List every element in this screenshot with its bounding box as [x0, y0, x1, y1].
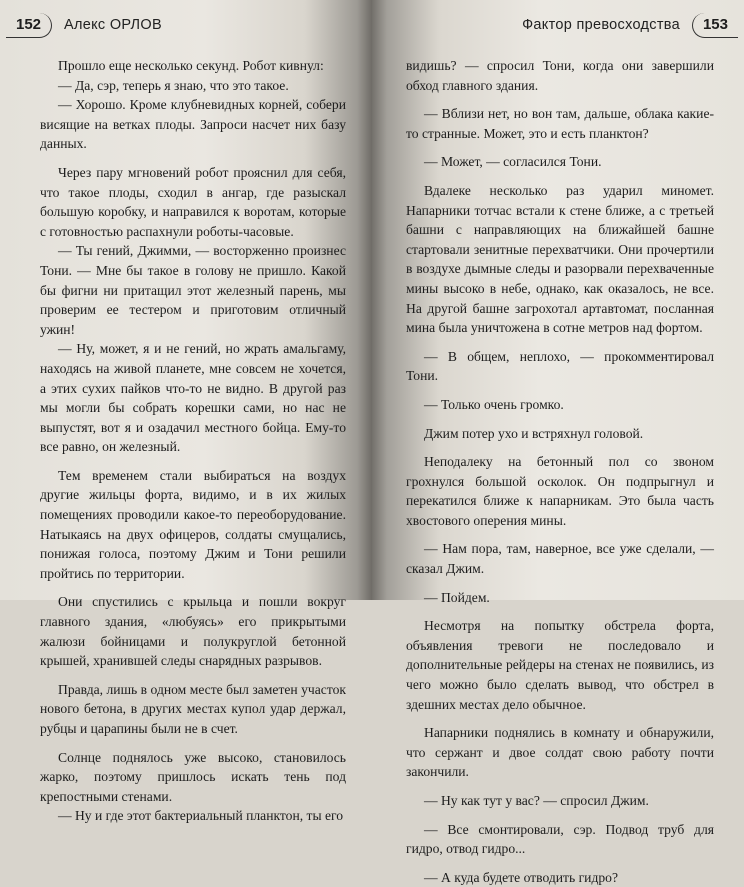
paragraph: Прошло еще несколько секунд. Робот кивнул: — [58, 58, 324, 73]
author-header: Алекс ОРЛОВ — [64, 17, 162, 33]
paragraph: Солнце поднялось уже высоко, становилось жарко, поэтому пришлось искать тень под крепостными стенами. — [40, 749, 346, 804]
paragraph: — В общем, неплохо, — прокомментировал Тони. — [406, 348, 714, 384]
left-page — [0, 0, 372, 824]
paragraph: Неподалеку на бетонный пол со звоном грохнулся большой осколок. Он подпрыгнул и перекатился ближе к напарникам. Это была часть хвостового оперения мины. — [406, 454, 714, 528]
paragraph: Тем временем стали выбираться на воздух другие жильцы форта, видимо, и в их жилых помещениях проводили какое-то переоборудование. Натыкаясь на двух офицеров, солдаты смущались, понижая голоса, поэтому Джим и Тони решили пройтись по территории. — [40, 467, 346, 581]
book-title-header: Фактор превосходства — [522, 17, 680, 33]
paragraph: — Ну и где этот бактериальный планктон, ты его — [58, 808, 344, 824]
page-number: 153 — [692, 13, 738, 38]
paragraph: — Нам пора, там, наверное, все уже сделали, — сказал Джим. — [406, 541, 714, 577]
paragraph: — Ты гений, Джимми, — восторженно произнес Тони. — Мне бы такое в голову не пришло. Какой бы фигни ни притащил этот железный парень, мы проверим ее тестером и приготовим отличный ужин! — [40, 243, 346, 337]
paragraph: — Ну, может, я и не гений, но жрать амальгаму, находясь на живой планете, мне совсем не хочется, а этих сухих пайков что-то не видно. В другой раз мы могли бы собрать корешки сами, но нас не выпустят, вот я и озадачил местного бойца. Ему-то все равно, он железный. — [40, 341, 346, 455]
left-page-header — [6, 10, 352, 40]
right-page-text — [406, 56, 714, 887]
right-page — [372, 0, 744, 885]
paragraph: Они спустились с крыльца и пошли вокруг главного здания, «любуясь» его прикрытыми жалюзи бойницами и полукруглой бетонной крышей, хранившей следы снарядных разрывов. — [40, 594, 346, 669]
paragraph: — Да, сэр, теперь я знаю, что это такое. — [58, 77, 289, 93]
right-page-header — [406, 10, 738, 40]
paragraph: Джим потер ухо и встряхнул головой. — [424, 425, 644, 441]
paragraph: Вдалеке несколько раз ударил миномет. Напарники тотчас встали к стене ближе, а с третьей башни с направляющих на ближайшей башне стартовали зенитные перехватчики. Они прочертили в воздухе дымные следы и разорвали перехваченные мины высоко в небе, однако, как оказалось, не все. На другой башне загрохотал артавтомат, посланная мина была уничтожена в сотне метров над фортом. — [406, 182, 714, 336]
paragraph: Через пару мгновений робот прояснил для себя, что такое плоды, сходил в ангар, где разыскал большую коробку, и направился к воротам, которые с готовностью распахнули роботы-часовые. — [40, 164, 346, 239]
paragraph: — Только очень громко. — [424, 396, 564, 412]
paragraph: — Вблизи нет, но вон там, дальше, облака какие-то странные. Может, это и есть планктон? — [406, 106, 714, 141]
paragraph: — Пойдем. — [424, 589, 490, 605]
paragraph: — Хорошо. Кроме клубневидных корней, собери висящие на ветках плоды. Запроси насчет них базу данных. — [40, 97, 346, 152]
paragraph: — Может, — согласился Тони. — [424, 154, 602, 170]
paragraph: Несмотря на попытку обстрела форта, объявления тревоги не последовало и дополнительные рейдеры на стенах не появились, из чего можно было сделать вывод, что обстрел в здешних местах дело обычное. — [406, 618, 714, 712]
paragraph: — А куда будете отводить гидро? — [424, 869, 618, 885]
page-number: 152 — [6, 13, 52, 38]
paragraph: — Все смонтировали, сэр. Подвод труб для гидро, отвод гидро... — [406, 821, 714, 857]
paragraph: — Ну как тут у вас? — спросил Джим. — [424, 793, 649, 808]
paragraph: видишь? — спросил Тони, когда они завершили обход главного здания. — [406, 58, 714, 93]
paragraph: Правда, лишь в одном месте был заметен участок нового бетона, в других местах купол удар держал, рубцы и царапины были не в счет. — [40, 681, 346, 736]
paragraph: Напарники поднялись в комнату и обнаружили, что сержант и двое солдат свою работу почти закончили. — [406, 725, 714, 780]
left-page-text — [40, 56, 346, 826]
